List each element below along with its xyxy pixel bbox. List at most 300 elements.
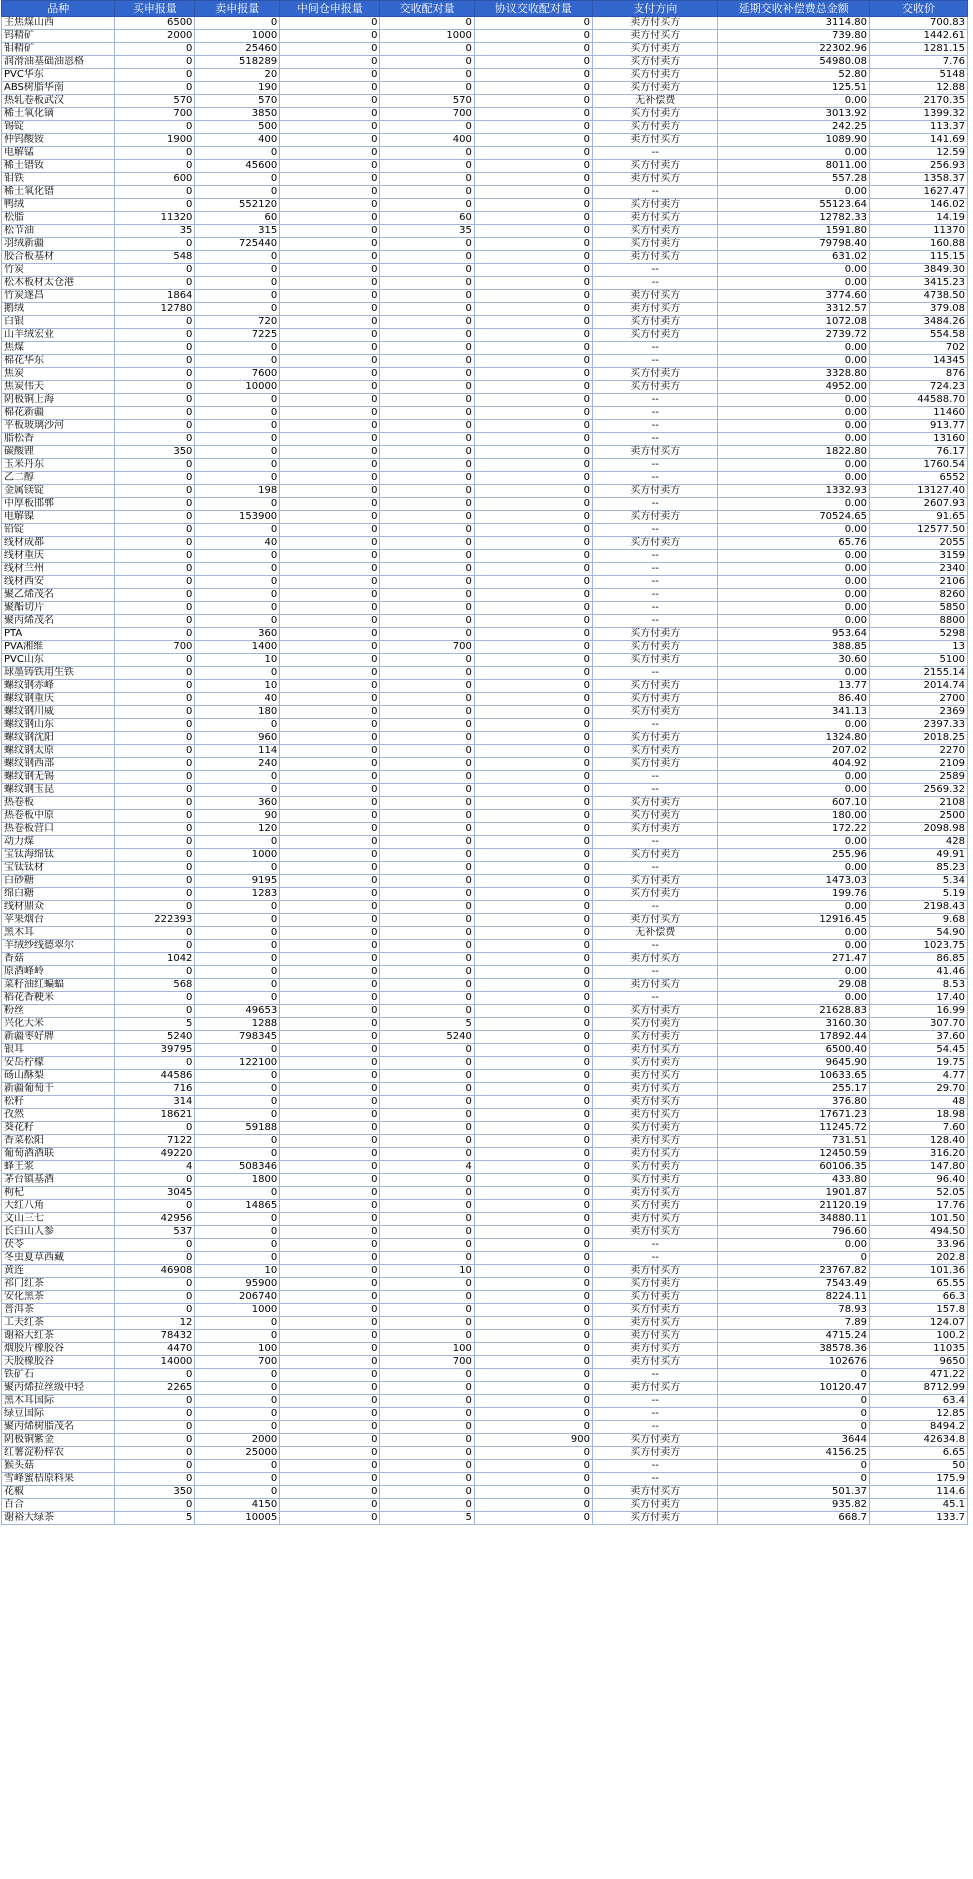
warehouse-qty-cell: 0 bbox=[280, 225, 380, 238]
match-qty-cell: 0 bbox=[380, 1369, 474, 1382]
agreement-qty-cell: 0 bbox=[474, 472, 592, 485]
buy-qty-cell: 0 bbox=[115, 316, 195, 329]
sell-qty-cell: 95900 bbox=[195, 1278, 280, 1291]
sell-qty-cell: 0 bbox=[195, 615, 280, 628]
table-row bbox=[2, 277, 968, 290]
compensation-cell: 0.00 bbox=[718, 862, 870, 875]
variety-cell: 绵白糖 bbox=[2, 888, 115, 901]
sell-qty-cell: 360 bbox=[195, 628, 280, 641]
compensation-cell: 4156.25 bbox=[718, 1447, 870, 1460]
sell-qty-cell: 570 bbox=[195, 95, 280, 108]
agreement-qty-cell: 0 bbox=[474, 745, 592, 758]
buy-qty-cell: 0 bbox=[115, 654, 195, 667]
agreement-qty-cell: 0 bbox=[474, 1213, 592, 1226]
table-row bbox=[2, 290, 968, 303]
warehouse-qty-cell: 0 bbox=[280, 1070, 380, 1083]
sell-qty-cell: 0 bbox=[195, 17, 280, 30]
compensation-cell: 0.00 bbox=[718, 615, 870, 628]
settlement-price-cell: 86.85 bbox=[870, 953, 968, 966]
warehouse-qty-cell: 0 bbox=[280, 173, 380, 186]
agreement-qty-cell: 0 bbox=[474, 693, 592, 706]
agreement-qty-cell: 0 bbox=[474, 1200, 592, 1213]
compensation-cell: 8011.00 bbox=[718, 160, 870, 173]
variety-cell: 粉丝 bbox=[2, 1005, 115, 1018]
settlement-price-cell: 471.22 bbox=[870, 1369, 968, 1382]
settlement-price-cell: 29.70 bbox=[870, 1083, 968, 1096]
compensation-cell: 0.00 bbox=[718, 459, 870, 472]
variety-cell: 螺纹钢重庆 bbox=[2, 693, 115, 706]
warehouse-qty-cell: 0 bbox=[280, 1278, 380, 1291]
table-row bbox=[2, 1460, 968, 1473]
settlement-price-cell: 2607.93 bbox=[870, 498, 968, 511]
pay-direction-cell: 买方付卖方 bbox=[593, 485, 718, 498]
variety-cell: PVA湘维 bbox=[2, 641, 115, 654]
match-qty-cell: 700 bbox=[380, 1356, 474, 1369]
agreement-qty-cell: 900 bbox=[474, 1434, 592, 1447]
agreement-qty-cell: 0 bbox=[474, 394, 592, 407]
agreement-qty-cell: 0 bbox=[474, 212, 592, 225]
variety-cell: 雪峰蜜桔原料果 bbox=[2, 1473, 115, 1486]
match-qty-cell: 0 bbox=[380, 381, 474, 394]
compensation-cell: 2739.72 bbox=[718, 329, 870, 342]
pay-direction-cell: 买方付卖方 bbox=[593, 1005, 718, 1018]
settlement-price-cell: 2198.43 bbox=[870, 901, 968, 914]
compensation-cell: 30.60 bbox=[718, 654, 870, 667]
agreement-qty-cell: 0 bbox=[474, 329, 592, 342]
table-row bbox=[2, 472, 968, 485]
warehouse-qty-cell: 0 bbox=[280, 1083, 380, 1096]
agreement-qty-cell: 0 bbox=[474, 1356, 592, 1369]
agreement-qty-cell: 0 bbox=[474, 238, 592, 251]
table-row bbox=[2, 1369, 968, 1382]
table-row bbox=[2, 238, 968, 251]
pay-direction-cell: -- bbox=[593, 901, 718, 914]
table-row bbox=[2, 1447, 968, 1460]
table-row bbox=[2, 1096, 968, 1109]
buy-qty-cell: 0 bbox=[115, 563, 195, 576]
table-row bbox=[2, 719, 968, 732]
warehouse-qty-cell: 0 bbox=[280, 615, 380, 628]
warehouse-qty-cell: 0 bbox=[280, 368, 380, 381]
compensation-cell: 4952.00 bbox=[718, 381, 870, 394]
table-row bbox=[2, 30, 968, 43]
sell-qty-cell: 0 bbox=[195, 914, 280, 927]
pay-direction-cell: -- bbox=[593, 420, 718, 433]
pay-direction-cell: 卖方付买方 bbox=[593, 914, 718, 927]
match-qty-cell: 0 bbox=[380, 537, 474, 550]
settlement-price-cell: 700.83 bbox=[870, 17, 968, 30]
table-body bbox=[2, 17, 968, 1525]
settlement-price-cell: 1399.32 bbox=[870, 108, 968, 121]
variety-cell: 新疆枣好牌 bbox=[2, 1031, 115, 1044]
warehouse-qty-cell: 0 bbox=[280, 95, 380, 108]
table-row bbox=[2, 1304, 968, 1317]
pay-direction-cell: 卖方付买方 bbox=[593, 1317, 718, 1330]
buy-qty-cell: 700 bbox=[115, 641, 195, 654]
compensation-cell: 0.00 bbox=[718, 277, 870, 290]
warehouse-qty-cell: 0 bbox=[280, 498, 380, 511]
table-row bbox=[2, 1018, 968, 1031]
table-row bbox=[2, 316, 968, 329]
sell-qty-cell: 1000 bbox=[195, 30, 280, 43]
buy-qty-cell: 0 bbox=[115, 420, 195, 433]
warehouse-qty-cell: 0 bbox=[280, 303, 380, 316]
variety-cell: 聚丙烯树脂茂名 bbox=[2, 1421, 115, 1434]
match-qty-cell: 0 bbox=[380, 1473, 474, 1486]
table-row bbox=[2, 563, 968, 576]
warehouse-qty-cell: 0 bbox=[280, 732, 380, 745]
match-qty-cell: 700 bbox=[380, 108, 474, 121]
buy-qty-cell: 0 bbox=[115, 667, 195, 680]
compensation-cell: 10120.47 bbox=[718, 1382, 870, 1395]
pay-direction-cell: -- bbox=[593, 355, 718, 368]
pay-direction-cell: 买方付卖方 bbox=[593, 121, 718, 134]
agreement-qty-cell: 0 bbox=[474, 381, 592, 394]
sell-qty-cell: 0 bbox=[195, 446, 280, 459]
agreement-qty-cell: 0 bbox=[474, 1174, 592, 1187]
warehouse-qty-cell: 0 bbox=[280, 589, 380, 602]
buy-qty-cell: 0 bbox=[115, 1499, 195, 1512]
agreement-qty-cell: 0 bbox=[474, 1187, 592, 1200]
buy-qty-cell: 11320 bbox=[115, 212, 195, 225]
variety-cell: 稻花香粳米 bbox=[2, 992, 115, 1005]
sell-qty-cell: 2000 bbox=[195, 1434, 280, 1447]
buy-qty-cell: 222393 bbox=[115, 914, 195, 927]
warehouse-qty-cell: 0 bbox=[280, 654, 380, 667]
pay-direction-cell: 买方付卖方 bbox=[593, 225, 718, 238]
buy-qty-cell: 0 bbox=[115, 615, 195, 628]
table-row bbox=[2, 537, 968, 550]
pay-direction-cell: -- bbox=[593, 550, 718, 563]
table-row bbox=[2, 862, 968, 875]
compensation-cell: 0.00 bbox=[718, 147, 870, 160]
table-row bbox=[2, 1343, 968, 1356]
pay-direction-cell: -- bbox=[593, 1395, 718, 1408]
compensation-cell: 12782.33 bbox=[718, 212, 870, 225]
sell-qty-cell: 240 bbox=[195, 758, 280, 771]
buy-qty-cell: 568 bbox=[115, 979, 195, 992]
settlement-price-cell: 113.37 bbox=[870, 121, 968, 134]
compensation-cell: 0.00 bbox=[718, 407, 870, 420]
table-row bbox=[2, 420, 968, 433]
pay-direction-cell: 买方付卖方 bbox=[593, 1174, 718, 1187]
settlement-price-cell: 4.77 bbox=[870, 1070, 968, 1083]
pay-direction-cell: -- bbox=[593, 836, 718, 849]
agreement-qty-cell: 0 bbox=[474, 979, 592, 992]
match-qty-cell: 0 bbox=[380, 1317, 474, 1330]
table-row bbox=[2, 95, 968, 108]
table-row bbox=[2, 1057, 968, 1070]
sell-qty-cell: 0 bbox=[195, 147, 280, 160]
agreement-qty-cell: 0 bbox=[474, 69, 592, 82]
variety-cell: 谢裕大红茶 bbox=[2, 1330, 115, 1343]
warehouse-qty-cell: 0 bbox=[280, 420, 380, 433]
compensation-cell: 0.00 bbox=[718, 394, 870, 407]
table-row bbox=[2, 303, 968, 316]
variety-cell: 白砂糖 bbox=[2, 875, 115, 888]
compensation-cell: 1072.08 bbox=[718, 316, 870, 329]
compensation-cell: 0 bbox=[718, 1395, 870, 1408]
agreement-qty-cell: 0 bbox=[474, 485, 592, 498]
buy-qty-cell: 0 bbox=[115, 537, 195, 550]
match-qty-cell: 0 bbox=[380, 966, 474, 979]
table-row bbox=[2, 212, 968, 225]
table-row bbox=[2, 888, 968, 901]
agreement-qty-cell: 0 bbox=[474, 1369, 592, 1382]
table-row bbox=[2, 1291, 968, 1304]
variety-cell: 砀山酥梨 bbox=[2, 1070, 115, 1083]
agreement-qty-cell: 0 bbox=[474, 823, 592, 836]
pay-direction-cell: -- bbox=[593, 1239, 718, 1252]
agreement-qty-cell: 0 bbox=[474, 1512, 592, 1525]
variety-cell: 棉花华东 bbox=[2, 355, 115, 368]
match-qty-cell: 100 bbox=[380, 1343, 474, 1356]
buy-qty-cell: 0 bbox=[115, 927, 195, 940]
compensation-cell: 0 bbox=[718, 1408, 870, 1421]
pay-direction-cell: -- bbox=[593, 342, 718, 355]
compensation-cell: 78.93 bbox=[718, 1304, 870, 1317]
warehouse-qty-cell: 0 bbox=[280, 628, 380, 641]
table-row bbox=[2, 1356, 968, 1369]
match-qty-cell: 0 bbox=[380, 992, 474, 1005]
sell-qty-cell: 3850 bbox=[195, 108, 280, 121]
agreement-qty-cell: 0 bbox=[474, 771, 592, 784]
variety-cell: 螺纹钢赤峰 bbox=[2, 680, 115, 693]
warehouse-qty-cell: 0 bbox=[280, 69, 380, 82]
settlement-price-cell: 37.60 bbox=[870, 1031, 968, 1044]
buy-qty-cell: 0 bbox=[115, 719, 195, 732]
agreement-qty-cell: 0 bbox=[474, 459, 592, 472]
table-row bbox=[2, 342, 968, 355]
settlement-price-cell: 147.80 bbox=[870, 1161, 968, 1174]
compensation-cell: 11245.72 bbox=[718, 1122, 870, 1135]
variety-cell: 阴极铜紫金 bbox=[2, 1434, 115, 1447]
match-qty-cell: 0 bbox=[380, 862, 474, 875]
variety-cell: 钼铁 bbox=[2, 173, 115, 186]
buy-qty-cell: 18621 bbox=[115, 1109, 195, 1122]
sell-qty-cell: 0 bbox=[195, 836, 280, 849]
table-row bbox=[2, 875, 968, 888]
agreement-qty-cell: 0 bbox=[474, 1226, 592, 1239]
match-qty-cell: 0 bbox=[380, 1070, 474, 1083]
sell-qty-cell: 0 bbox=[195, 173, 280, 186]
match-qty-cell: 0 bbox=[380, 1044, 474, 1057]
match-qty-cell: 0 bbox=[380, 251, 474, 264]
warehouse-qty-cell: 0 bbox=[280, 316, 380, 329]
settlement-price-cell: 13160 bbox=[870, 433, 968, 446]
match-qty-cell: 0 bbox=[380, 173, 474, 186]
pay-direction-cell: 卖方付买方 bbox=[593, 446, 718, 459]
match-qty-cell: 0 bbox=[380, 199, 474, 212]
settlement-price-cell: 91.65 bbox=[870, 511, 968, 524]
agreement-qty-cell: 0 bbox=[474, 303, 592, 316]
buy-qty-cell: 0 bbox=[115, 381, 195, 394]
match-qty-cell: 0 bbox=[380, 1252, 474, 1265]
variety-cell: 天胶橡胶谷 bbox=[2, 1356, 115, 1369]
sell-qty-cell: 0 bbox=[195, 1096, 280, 1109]
match-qty-cell: 0 bbox=[380, 1213, 474, 1226]
table-row bbox=[2, 914, 968, 927]
settlement-price-cell: 1281.15 bbox=[870, 43, 968, 56]
warehouse-qty-cell: 0 bbox=[280, 290, 380, 303]
buy-qty-cell: 0 bbox=[115, 121, 195, 134]
buy-qty-cell: 314 bbox=[115, 1096, 195, 1109]
sell-qty-cell: 0 bbox=[195, 303, 280, 316]
settlement-price-cell: 1627.47 bbox=[870, 186, 968, 199]
variety-cell: 仲钨酸铵 bbox=[2, 134, 115, 147]
pay-direction-cell: -- bbox=[593, 862, 718, 875]
pay-direction-cell: -- bbox=[593, 472, 718, 485]
sell-qty-cell: 40 bbox=[195, 693, 280, 706]
compensation-cell: 207.02 bbox=[718, 745, 870, 758]
warehouse-qty-cell: 0 bbox=[280, 1447, 380, 1460]
buy-qty-cell: 0 bbox=[115, 199, 195, 212]
compensation-cell: 607.10 bbox=[718, 797, 870, 810]
warehouse-qty-cell: 0 bbox=[280, 1265, 380, 1278]
compensation-cell: 21628.83 bbox=[718, 1005, 870, 1018]
compensation-cell: 0.00 bbox=[718, 667, 870, 680]
sell-qty-cell: 10000 bbox=[195, 381, 280, 394]
sell-qty-cell: 206740 bbox=[195, 1291, 280, 1304]
settlement-price-cell: 4738.50 bbox=[870, 290, 968, 303]
compensation-cell: 731.51 bbox=[718, 1135, 870, 1148]
agreement-qty-cell: 0 bbox=[474, 290, 592, 303]
variety-cell: 螺纹钢沈阳 bbox=[2, 732, 115, 745]
match-qty-cell: 0 bbox=[380, 615, 474, 628]
agreement-qty-cell: 0 bbox=[474, 1460, 592, 1473]
buy-qty-cell: 0 bbox=[115, 1408, 195, 1421]
compensation-cell: 0.00 bbox=[718, 966, 870, 979]
sell-qty-cell: 90 bbox=[195, 810, 280, 823]
warehouse-qty-cell: 0 bbox=[280, 602, 380, 615]
warehouse-qty-cell: 0 bbox=[280, 719, 380, 732]
warehouse-qty-cell: 0 bbox=[280, 693, 380, 706]
pay-direction-cell: 卖方付买方 bbox=[593, 1096, 718, 1109]
sell-qty-cell: 7225 bbox=[195, 329, 280, 342]
match-qty-cell: 0 bbox=[380, 1200, 474, 1213]
warehouse-qty-cell: 0 bbox=[280, 407, 380, 420]
agreement-qty-cell: 0 bbox=[474, 797, 592, 810]
compensation-cell: 1473.03 bbox=[718, 875, 870, 888]
variety-cell: 宝钛海绵钛 bbox=[2, 849, 115, 862]
table-row bbox=[2, 1044, 968, 1057]
compensation-cell: 0 bbox=[718, 1473, 870, 1486]
variety-cell: ABS树脂华南 bbox=[2, 82, 115, 95]
variety-cell: 松籽 bbox=[2, 1096, 115, 1109]
variety-cell: 绿豆国际 bbox=[2, 1408, 115, 1421]
pay-direction-cell: -- bbox=[593, 394, 718, 407]
warehouse-qty-cell: 0 bbox=[280, 1408, 380, 1421]
sell-qty-cell: 1800 bbox=[195, 1174, 280, 1187]
pay-direction-cell: 买方付卖方 bbox=[593, 693, 718, 706]
match-qty-cell: 5240 bbox=[380, 1031, 474, 1044]
agreement-qty-cell: 0 bbox=[474, 1486, 592, 1499]
sell-qty-cell: 0 bbox=[195, 355, 280, 368]
sell-qty-cell: 0 bbox=[195, 459, 280, 472]
match-qty-cell: 0 bbox=[380, 186, 474, 199]
sell-qty-cell: 552120 bbox=[195, 199, 280, 212]
variety-cell: 孜然 bbox=[2, 1109, 115, 1122]
table-row bbox=[2, 43, 968, 56]
buy-qty-cell: 0 bbox=[115, 1447, 195, 1460]
agreement-qty-cell: 0 bbox=[474, 433, 592, 446]
pay-direction-cell: 买方付卖方 bbox=[593, 1304, 718, 1317]
warehouse-qty-cell: 0 bbox=[280, 680, 380, 693]
pay-direction-cell: 买方付卖方 bbox=[593, 69, 718, 82]
compensation-cell: 1332.93 bbox=[718, 485, 870, 498]
table-row bbox=[2, 1512, 968, 1525]
match-qty-cell: 0 bbox=[380, 771, 474, 784]
pay-direction-cell: 卖方付买方 bbox=[593, 1213, 718, 1226]
pay-direction-cell: 买方付卖方 bbox=[593, 888, 718, 901]
settlement-price-cell: 2155.14 bbox=[870, 667, 968, 680]
match-qty-cell: 0 bbox=[380, 17, 474, 30]
table-row bbox=[2, 1070, 968, 1083]
sell-qty-cell: 0 bbox=[195, 1213, 280, 1226]
table-row bbox=[2, 706, 968, 719]
agreement-qty-cell: 0 bbox=[474, 758, 592, 771]
match-qty-cell: 0 bbox=[380, 979, 474, 992]
buy-qty-cell: 0 bbox=[115, 784, 195, 797]
sell-qty-cell: 10005 bbox=[195, 1512, 280, 1525]
sell-qty-cell: 45600 bbox=[195, 160, 280, 173]
agreement-qty-cell: 0 bbox=[474, 550, 592, 563]
pay-direction-cell: 买方付卖方 bbox=[593, 875, 718, 888]
match-qty-cell: 0 bbox=[380, 1187, 474, 1200]
agreement-qty-cell: 0 bbox=[474, 1096, 592, 1109]
sell-qty-cell: 0 bbox=[195, 1070, 280, 1083]
sell-qty-cell: 40 bbox=[195, 537, 280, 550]
variety-cell: 兴化大米 bbox=[2, 1018, 115, 1031]
buy-qty-cell: 537 bbox=[115, 1226, 195, 1239]
buy-qty-cell: 0 bbox=[115, 433, 195, 446]
sell-qty-cell: 0 bbox=[195, 277, 280, 290]
warehouse-qty-cell: 0 bbox=[280, 1343, 380, 1356]
warehouse-qty-cell: 0 bbox=[280, 342, 380, 355]
variety-cell: 松脂 bbox=[2, 212, 115, 225]
sell-qty-cell: 0 bbox=[195, 1395, 280, 1408]
match-qty-cell: 35 bbox=[380, 225, 474, 238]
match-qty-cell: 0 bbox=[380, 238, 474, 251]
compensation-cell: 4715.24 bbox=[718, 1330, 870, 1343]
variety-cell: 黑木耳国际 bbox=[2, 1395, 115, 1408]
match-qty-cell: 0 bbox=[380, 277, 474, 290]
compensation-cell: 935.82 bbox=[718, 1499, 870, 1512]
match-qty-cell: 60 bbox=[380, 212, 474, 225]
pay-direction-cell: -- bbox=[593, 1252, 718, 1265]
buy-qty-cell: 0 bbox=[115, 147, 195, 160]
match-qty-cell: 0 bbox=[380, 69, 474, 82]
settlement-price-cell: 8.53 bbox=[870, 979, 968, 992]
table-row bbox=[2, 160, 968, 173]
pay-direction-cell: 卖方付买方 bbox=[593, 134, 718, 147]
pay-direction-cell: 卖方付买方 bbox=[593, 1226, 718, 1239]
buy-qty-cell: 12 bbox=[115, 1317, 195, 1330]
settlement-price-cell: 2108 bbox=[870, 797, 968, 810]
agreement-qty-cell: 0 bbox=[474, 667, 592, 680]
warehouse-qty-cell: 0 bbox=[280, 1200, 380, 1213]
variety-cell: 铅锭 bbox=[2, 524, 115, 537]
warehouse-qty-cell: 0 bbox=[280, 810, 380, 823]
variety-cell: 钼精矿 bbox=[2, 43, 115, 56]
sell-qty-cell: 60 bbox=[195, 212, 280, 225]
settlement-price-cell: 2270 bbox=[870, 745, 968, 758]
settlement-price-cell: 2700 bbox=[870, 693, 968, 706]
sell-qty-cell: 1283 bbox=[195, 888, 280, 901]
buy-qty-cell: 49220 bbox=[115, 1148, 195, 1161]
compensation-cell: 172.22 bbox=[718, 823, 870, 836]
match-qty-cell: 0 bbox=[380, 160, 474, 173]
